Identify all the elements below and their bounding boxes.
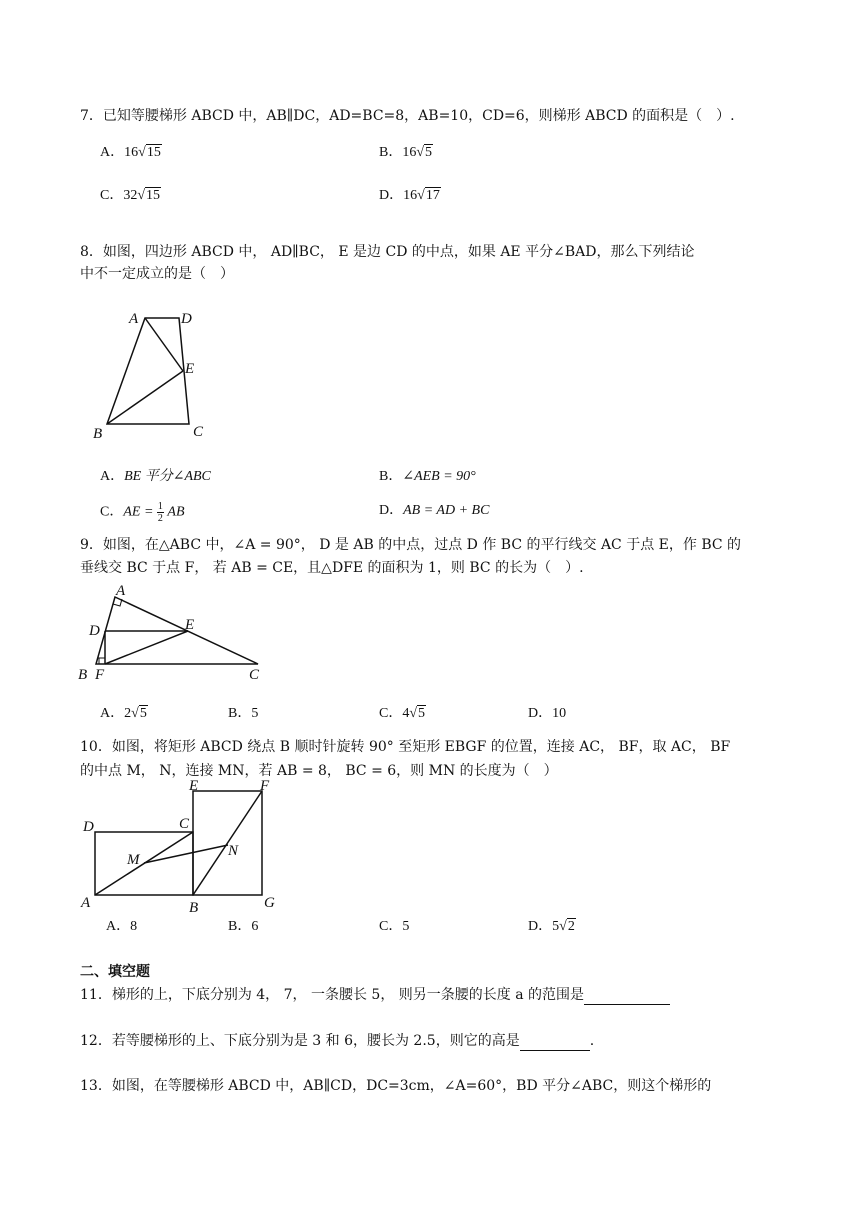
q10-label-m: M — [127, 852, 140, 868]
q8-stem-line1: 8．如图，四边形 ABCD 中， AD∥BC， E 是边 CD 的中点，如果 AE 平分∠BAD，那么下列结论 — [80, 244, 695, 260]
q8-option-b: B．∠AEB = 90° — [379, 469, 476, 484]
q10-option-d: D．5√2 — [528, 919, 575, 934]
q8-label-b: B — [93, 426, 103, 442]
q9-stem-line1: 9．如图，在△ABC 中，∠A = 90°， D 是 AB 的中点，过点 D 作 BC 的平行线交 AC 于点 E，作 BC 的 — [80, 537, 742, 553]
q7-option-a: A．16√15 — [100, 145, 161, 160]
q8-segment-ae — [145, 318, 183, 371]
q9-label-b: B — [78, 667, 88, 683]
q10-figure — [78, 780, 288, 915]
q9-segment-fe — [105, 631, 188, 664]
q8-fraction-half: $\frac{1}{2}$ — [157, 501, 163, 524]
q7-option-b: B．16√5 — [379, 145, 433, 160]
q12: 12．若等腰梯形的上、下底分别为是 3 和 6，腰长为 2.5，则它的高是 . — [80, 1033, 595, 1049]
q10-label-c: C — [179, 816, 190, 832]
q10-label-a: A — [81, 895, 91, 911]
q7-option-c: C．32√15 — [100, 188, 161, 203]
q9-right-angle-f — [99, 658, 105, 664]
q9-option-c: C．4√5 — [379, 706, 426, 721]
q9-option-b: B．5 — [228, 706, 259, 721]
q10-option-a: A．8 — [106, 919, 138, 934]
q10-label-e: E — [189, 778, 199, 794]
q13-stem: 13．如图，在等腰梯形 ABCD 中，AB∥CD，DC=3cm，∠A=60°，BD 平分∠ABC，则这个梯形的 — [80, 1078, 712, 1094]
q9-option-a: A．2√5 — [100, 706, 147, 721]
q9-label-d: D — [89, 623, 100, 639]
q7-option-d: D．16√17 — [379, 188, 440, 203]
q8-figure — [85, 305, 215, 440]
q8-quadrilateral-abcd — [107, 318, 189, 424]
q8-label-c: C — [193, 424, 204, 440]
q10-option-b: B．6 — [228, 919, 259, 934]
q9-label-e: E — [185, 617, 195, 633]
q11-answer-blank[interactable] — [584, 990, 670, 1005]
q8-label-d: D — [181, 311, 192, 327]
q10-stem-line2: 的中点 M， N，连接 MN，若 AB = 8， BC = 6，则 MN 的长度为（ ） — [80, 763, 558, 779]
q12-answer-blank[interactable] — [520, 1036, 590, 1051]
q8-option-d: D．AB = AD + BC — [379, 503, 490, 518]
q9-option-d: D．10 — [528, 706, 567, 721]
q8-label-a: A — [129, 311, 139, 327]
q10-label-n: N — [228, 843, 239, 859]
q8-option-a: A．BE 平分∠ABC — [100, 469, 211, 484]
q11: 11．梯形的上，下底分别为 4， 7， 一条腰长 5， 则另一条腰的长度 a 的范围是 — [80, 985, 670, 1005]
section-heading: 二、填空题 — [80, 964, 150, 980]
q9-label-c: C — [249, 667, 260, 683]
q10-segment-ac — [95, 832, 193, 895]
q10-label-b: B — [189, 900, 199, 916]
q10-label-f: F — [260, 778, 270, 794]
q9-label-a: A — [116, 583, 126, 599]
q8-segment-be — [107, 371, 183, 424]
q8-stem-line2: 中不一定成立的是（ ） — [80, 266, 234, 282]
q8-label-e: E — [185, 361, 195, 377]
q8-option-c: C．AE = $\frac{1}{2}$ AB — [100, 501, 185, 524]
q9-figure — [75, 585, 265, 685]
q10-option-c: C．5 — [379, 919, 410, 934]
q9-label-f: F — [95, 667, 105, 683]
q7-stem: 7．已知等腰梯形 ABCD 中，AB∥DC，AD=BC=8，AB=10，CD=6，则梯形 ABCD 的面积是（ ）. — [80, 108, 735, 124]
q9-stem-line2: 垂线交 BC 于点 F， 若 AB = CE，且△DFE 的面积为 1，则 BC 的长为（ ）. — [80, 560, 584, 576]
q10-label-d: D — [83, 819, 94, 835]
q10-stem-line1: 10．如图，将矩形 ABCD 绕点 B 顺时针旋转 90° 至矩形 EBGF 的位置，连接 AC， BF，取 AC， BF — [80, 739, 731, 755]
q10-label-g: G — [264, 895, 275, 911]
